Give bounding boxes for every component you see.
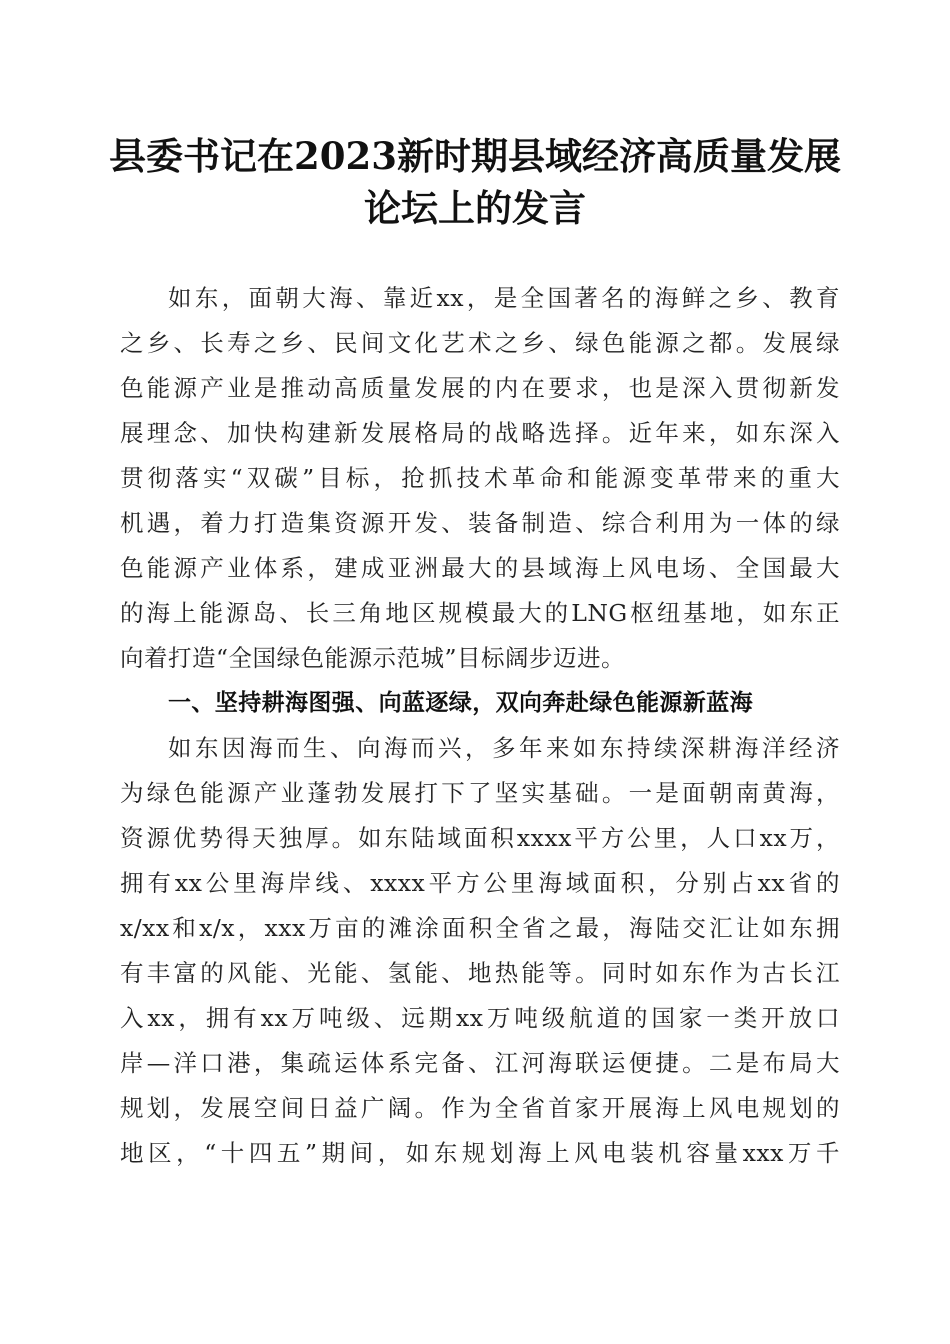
paragraph-1-line: 展理念、加快构建新发展格局的战略选择。近年来，如东深入 [120,419,840,447]
paragraph-1-line: 色能源产业是推动高质量发展的内在要求，也是深入贯彻新发 [120,374,840,402]
paragraph-2-line: x/xx和x/x，xxx万亩的滩涂面积全省之最，海陆交汇让如东拥 [120,914,840,942]
paragraph-2-line: 有丰富的风能、光能、氢能、地热能等。同时如东作为古长江 [120,959,840,987]
document-body [120,276,840,1176]
paragraph-2-line: 资源优势得天独厚。如东陆域面积xxxx平方公里，人口xx万， [120,824,840,852]
paragraph-1-line: 向着打造“全国绿色能源示范城”目标阔步迈进。 [120,644,626,672]
paragraph-1-line: 色能源产业体系，建成亚洲最大的县域海上风电场、全国最大 [120,554,840,582]
paragraph-2-line: 为绿色能源产业蓬勃发展打下了坚实基础。一是面朝南黄海， [120,779,840,807]
paragraph-1-line: 的海上能源岛、长三角地区规模最大的LNG枢纽基地，如东正 [120,599,840,627]
paragraph-2-line: 入xx，拥有xx万吨级、远期xx万吨级航道的国家一类开放口 [120,1004,840,1032]
paragraph-2-line: 规划，发展空间日益广阔。作为全省首家开展海上风电规划的 [120,1094,840,1122]
document-title-line-2: 论坛上的发言 [364,186,586,230]
paragraph-1-line: 之乡、长寿之乡、民间文化艺术之乡、绿色能源之都。发展绿 [120,329,840,357]
paragraph-2-line: 拥有xx公里海岸线、xxxx平方公里海域面积，分别占xx省的 [120,869,840,897]
section-heading-1: 一、坚持耕海图强、向蓝逐绿，双向奔赴绿色能源新蓝海 [168,690,753,716]
document-title-line-1: 县委书记在2023新时期县域经济高质量发展 [109,134,841,178]
paragraph-1-line: 贯彻落实“双碳”目标，抢抓技术革命和能源变革带来的重大 [120,464,840,492]
paragraph-2-line: 岸—洋口港，集疏运体系完备、江河海联运便捷。二是布局大 [120,1049,840,1077]
paragraph-2-line: 如东因海而生、向海而兴，多年来如东持续深耕海洋经济 [168,734,840,762]
paragraph-1-line: 如东，面朝大海、靠近xx，是全国著名的海鲜之乡、教育 [168,284,840,312]
paragraph-2-line: 地区，“十四五”期间，如东规划海上风电装机容量xxx万千 [120,1139,840,1167]
paragraph-1-line: 机遇，着力打造集资源开发、装备制造、综合利用为一体的绿 [120,509,840,537]
